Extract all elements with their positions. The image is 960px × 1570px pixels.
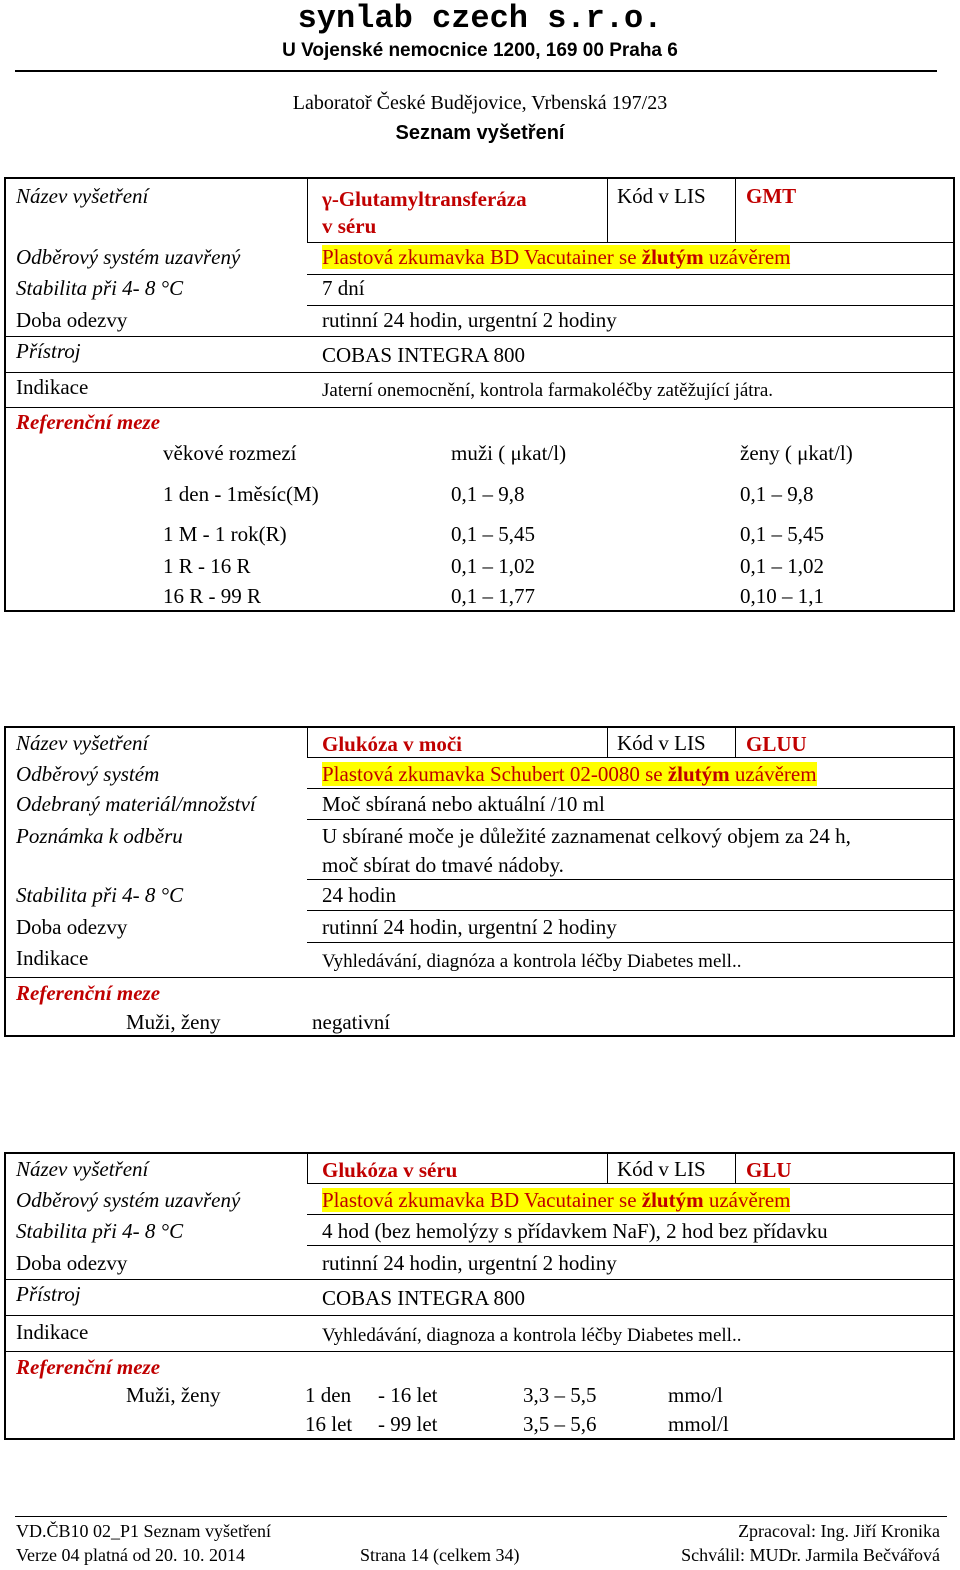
ref-age-to: - 99 let [378, 1412, 438, 1436]
ref-row-age: 1 R - 16 R [163, 554, 251, 578]
label-reference: Referenční meze [16, 410, 161, 434]
label-lis-code: Kód v LIS [617, 1157, 706, 1181]
label-test-name: Název vyšetření [16, 1157, 149, 1181]
label-stability: Stabilita při 4- 8 °C [16, 1219, 184, 1243]
test-name: Glukóza v moči [322, 732, 462, 756]
test-name: Glukóza v séru [322, 1158, 458, 1182]
ref-group: Muži, ženy [126, 1010, 221, 1034]
lis-code: GLU [746, 1158, 792, 1182]
ref-row-women: 0,10 – 1,1 [740, 584, 824, 608]
stability-value: 4 hod (bez hemolýzy s přídavkem NaF), 2 hod bez přídavku [322, 1219, 828, 1243]
label-stability: Stabilita při 4- 8 °C [16, 883, 184, 907]
lab-address: Laboratoř České Budějovice, Vrbenská 197/23 [292, 92, 668, 114]
turnaround-value: rutinní 24 hodin, urgentní 2 hodiny [322, 308, 617, 332]
label-stability: Stabilita při 4- 8 °C [16, 276, 184, 300]
test-name: γ-Glutamyltransferáza [322, 187, 527, 211]
label-turnaround: Doba odezvy [16, 1251, 128, 1275]
ref-range: 3,3 – 5,5 [523, 1383, 597, 1407]
ref-age-from: 1 den [305, 1383, 352, 1407]
footer-page: Strana 14 (celkem 34) [360, 1545, 520, 1565]
label-device: Přístroj [16, 339, 81, 363]
ref-group: Muži, ženy [126, 1383, 221, 1407]
test-name-line2: v séru [322, 214, 377, 238]
footer-approved: Schválil: MUDr. Jarmila Bečvářová [681, 1545, 940, 1565]
label-note: Poznámka k odběru [16, 824, 183, 848]
indication-value: Vyhledávání, diagnoza a kontrola léčby Diabetes mell.. [322, 1325, 742, 1346]
label-test-name: Název vyšetření [16, 731, 149, 755]
ref-row-age: 1 den - 1měsíc(M) [163, 482, 319, 506]
label-device: Přístroj [16, 1282, 81, 1306]
ref-value: negativní [312, 1010, 391, 1034]
ref-age-to: - 16 let [378, 1383, 438, 1407]
footer-rule [15, 1516, 947, 1517]
ref-header-women: ženy ( μkat/l) [740, 441, 853, 465]
device-value: COBAS INTEGRA 800 [322, 1286, 526, 1310]
label-test-name: Název vyšetření [16, 184, 149, 208]
label-indication: Indikace [16, 946, 89, 970]
ref-row-women: 0,1 – 9,8 [740, 482, 814, 506]
footer-doc-id: VD.ČB10 02_P1 Seznam vyšetření [16, 1521, 271, 1541]
ref-row-men: 0,1 – 1,77 [451, 584, 535, 608]
label-sampling: Odběrový systém uzavřený [16, 1188, 241, 1212]
company-name: synlab czech s.r.o. [297, 0, 663, 37]
ref-row-women: 0,1 – 1,02 [740, 554, 824, 578]
material-value: Moč sbíraná nebo aktuální /10 ml [322, 792, 605, 816]
label-lis-code: Kód v LIS [617, 731, 706, 755]
header-rule [15, 70, 937, 72]
indication-value: Vyhledávání, diagnóza a kontrola léčby Diabetes mell.. [322, 951, 742, 972]
ref-header-age: věkové rozmezí [163, 441, 297, 465]
turnaround-value: rutinní 24 hodin, urgentní 2 hodiny [322, 1251, 617, 1275]
ref-unit: mmo/l [668, 1383, 723, 1407]
device-value: COBAS INTEGRA 800 [322, 343, 526, 367]
note-value-line2: moč sbírat do tmavé nádoby. [322, 853, 564, 877]
label-sampling: Odběrový systém uzavřený [16, 245, 241, 269]
note-value: U sbírané moče je důležité zaznamenat celkový objem za 24 h, [322, 824, 851, 848]
footer-version: Verze 04 platná od 20. 10. 2014 [16, 1545, 245, 1565]
ref-row-men: 0,1 – 1,02 [451, 554, 535, 578]
test-block-gmt [4, 177, 955, 612]
company-address: U Vojenské nemocnice 1200, 169 00 Praha 6 [282, 40, 678, 61]
label-indication: Indikace [16, 1320, 89, 1344]
ref-header-men: muži ( μkat/l) [451, 441, 567, 465]
sampling-system: Plastová zkumavka Schubert 02-0080 se žlutým uzávěrem [322, 762, 817, 786]
ref-row-age: 1 M - 1 rok(R) [163, 522, 287, 546]
document-title: Seznam vyšetření [395, 122, 565, 144]
lis-code: GMT [746, 184, 797, 208]
stability-value: 7 dní [322, 276, 365, 300]
test-block-gluu [4, 726, 955, 1037]
label-reference: Referenční meze [16, 981, 161, 1005]
test-block-glu [4, 1152, 955, 1440]
label-turnaround: Doba odezvy [16, 308, 128, 332]
ref-unit: mmol/l [668, 1412, 729, 1436]
label-turnaround: Doba odezvy [16, 915, 128, 939]
ref-row-age: 16 R - 99 R [163, 584, 262, 608]
label-indication: Indikace [16, 375, 89, 399]
ref-range: 3,5 – 5,6 [523, 1412, 597, 1436]
indication-value: Jaterní onemocnění, kontrola farmakoléčby zatěžující játra. [322, 380, 774, 401]
ref-row-men: 0,1 – 5,45 [451, 522, 535, 546]
label-lis-code: Kód v LIS [617, 184, 706, 208]
label-material: Odebraný materiál/množství [16, 792, 256, 816]
sampling-system: Plastová zkumavka BD Vacutainer se žlutým uzávěrem [322, 1188, 791, 1212]
ref-row-men: 0,1 – 9,8 [451, 482, 525, 506]
turnaround-value: rutinní 24 hodin, urgentní 2 hodiny [322, 915, 617, 939]
sampling-system: Plastová zkumavka BD Vacutainer se žlutým uzávěrem [322, 245, 791, 269]
ref-age-from: 16 let [305, 1412, 353, 1436]
lis-code: GLUU [746, 732, 807, 756]
label-sampling: Odběrový systém [16, 762, 160, 786]
footer-prepared: Zpracoval: Ing. Jiří Kronika [738, 1521, 940, 1541]
stability-value: 24 hodin [322, 883, 397, 907]
ref-row-women: 0,1 – 5,45 [740, 522, 824, 546]
label-reference: Referenční meze [16, 1355, 161, 1379]
